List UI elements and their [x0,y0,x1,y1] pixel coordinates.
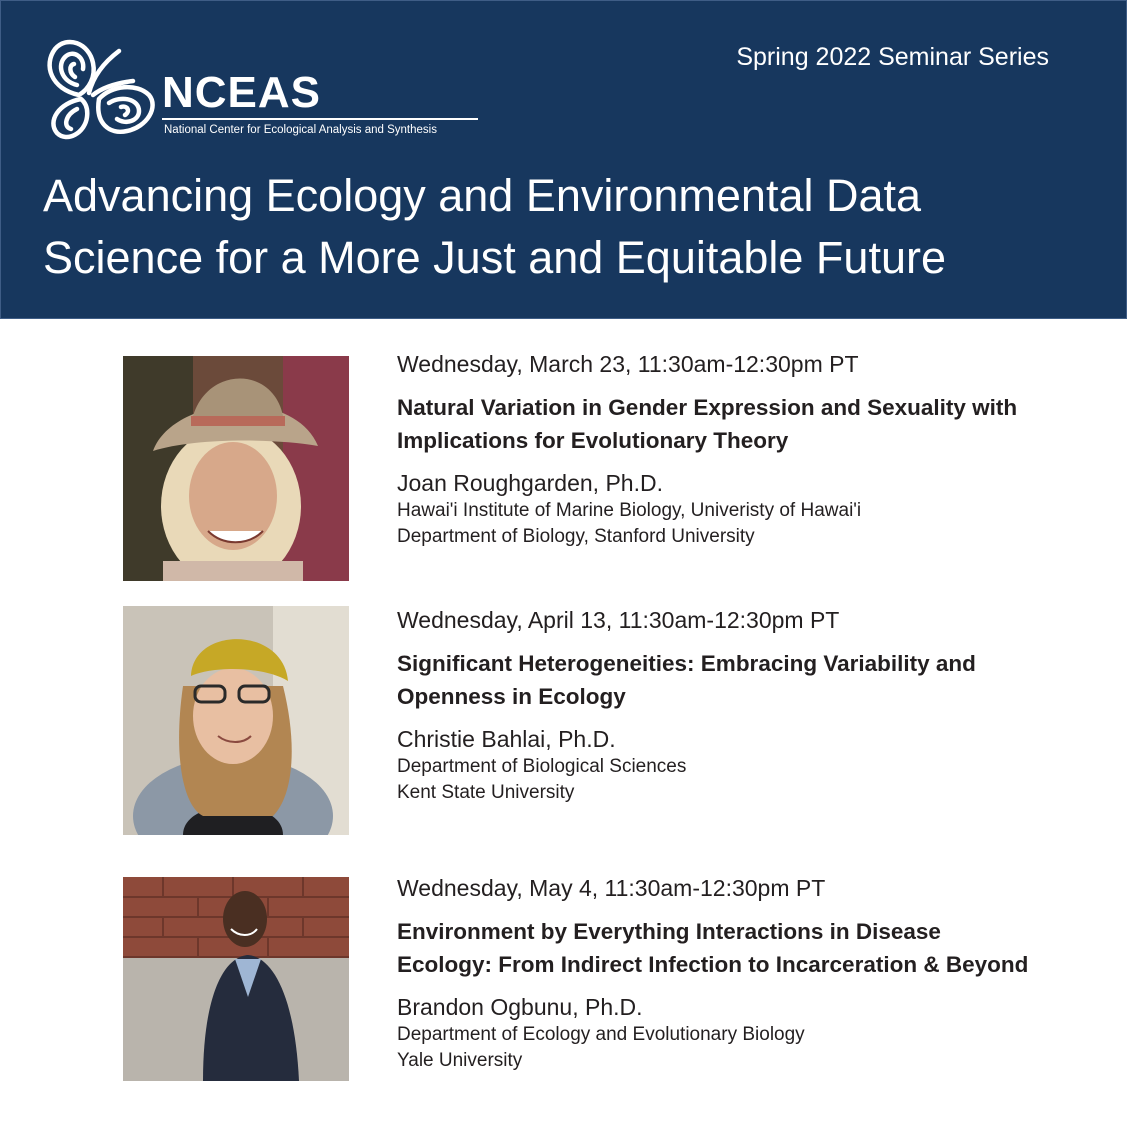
speaker-affiliation-1: Department of Ecology and Evolutionary Biology [397,1024,805,1045]
logo-tagline: National Center for Ecological Analysis and Synthesis [164,124,437,136]
event-title-line-1: Natural Variation in Gender Expression and Sexuality with [397,395,1018,420]
speaker-photo [123,606,349,835]
series-label: Spring 2022 Seminar Series [736,43,1049,71]
page-title [43,165,1093,289]
event-title-line-2: Openness in Ecology [397,684,626,709]
speaker-name: Joan Roughgarden, Ph.D. [397,470,663,496]
event-title [397,915,1097,981]
event-title [397,647,1097,713]
event-date: Wednesday, March 23, 11:30am-12:30pm PT [397,351,859,377]
event-title-line-1: Significant Heterogeneities: Embracing Variability and [397,651,976,676]
logo-wordmark: NCEAS [162,68,322,117]
page-title-line-1: Advancing Ecology and Environmental Data [43,170,922,221]
speaker-name: Christie Bahlai, Ph.D. [397,726,616,752]
speaker-affiliation-1: Department of Biological Sciences [397,756,687,777]
page-title-line-2: Science for a More Just and Equitable Future [43,232,946,283]
butterfly-logo-icon [41,37,163,141]
speaker-affiliation-1: Hawai'i Institute of Marine Biology, Univeristy of Hawai'i [397,500,862,521]
speaker-name: Brandon Ogbunu, Ph.D. [397,994,643,1020]
header-banner [0,0,1127,319]
logo-divider [162,118,478,120]
event-title [397,391,1097,457]
event-title-line-2: Implications for Evolutionary Theory [397,428,789,453]
speaker-affiliation-2: Kent State University [397,782,575,803]
event-date: Wednesday, April 13, 11:30am-12:30pm PT [397,607,840,633]
speaker-affiliation-2: Yale University [397,1050,523,1071]
speaker-photo [123,877,349,1081]
event-title-line-2: Ecology: From Indirect Infection to Incarceration & Beyond [397,952,1029,977]
speaker-affiliation-2: Department of Biology, Stanford University [397,526,755,547]
speaker-photo [123,356,349,581]
event-title-line-1: Environment by Everything Interactions in Disease [397,919,941,944]
event-date: Wednesday, May 4, 11:30am-12:30pm PT [397,875,826,901]
